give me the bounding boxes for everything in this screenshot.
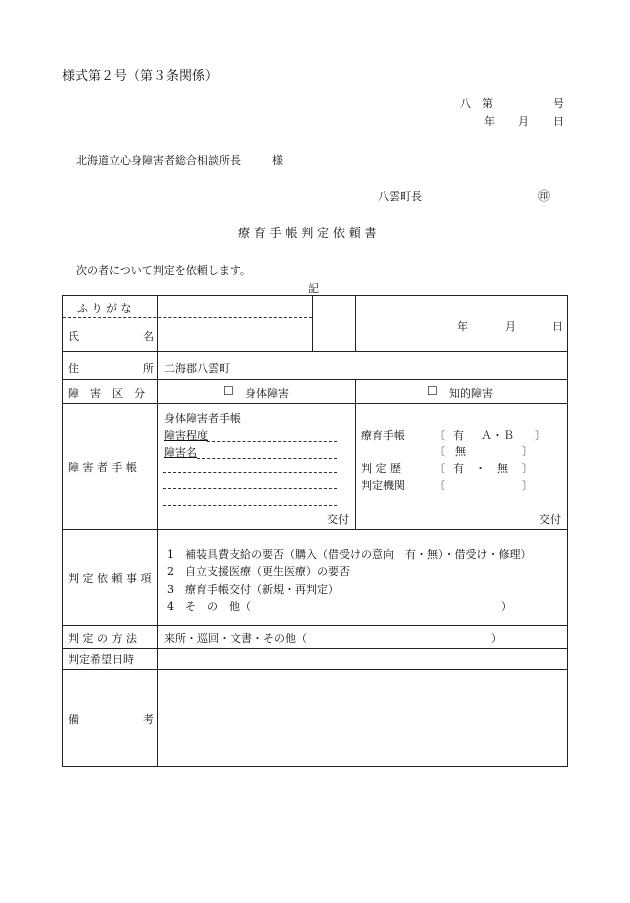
date-month: 月 (518, 115, 529, 128)
seal-mark: ㊞ (538, 189, 551, 203)
reference-number-suffix: 号 (553, 97, 564, 110)
ryoiku-none[interactable]: 無 (455, 445, 466, 458)
intellectual-checkbox[interactable]: ☐ (427, 384, 438, 398)
date-year: 年 (484, 115, 495, 128)
history-choice[interactable]: 有 ・ 無 (453, 462, 508, 475)
ryoiku-grade[interactable]: Ａ・Ｂ (481, 429, 514, 442)
history-label: 判 定 歴 (361, 462, 401, 475)
remarks-label-char1: 備 (68, 713, 79, 726)
request-item-1[interactable]: 1 補装具費支給の要否（購入（借受けの意向 有・無）・借受け・修理） (167, 548, 532, 561)
request-items-label: 判 定 依 頼 事 項 (68, 572, 152, 585)
date-day: 日 (553, 115, 564, 128)
bracket-open-1: 〔 (434, 429, 445, 442)
bracket-close-4: 〕 (522, 479, 533, 492)
name-label-char2: 名 (143, 330, 154, 343)
ryoiku-yes[interactable]: 有 (453, 429, 464, 442)
disability-class-label: 障 害 区 分 (68, 387, 145, 400)
request-other-close: ） (501, 600, 512, 613)
request-form-table (62, 295, 568, 767)
ki-mark: 記 (308, 282, 319, 295)
disability-degree-label: 障害程度 (164, 429, 208, 442)
physical-checkbox[interactable]: ☐ (223, 384, 234, 398)
addressee-honorific: 様 (272, 154, 283, 167)
address-value[interactable]: 二海郡八雲町 (164, 362, 230, 375)
bracket-open-4: 〔 (434, 479, 445, 492)
birth-day: 日 (552, 320, 563, 333)
intro-text: 次の者について判定を依頼します。 (76, 264, 251, 277)
handbook-label: 障 害 者 手 帳 (68, 461, 137, 474)
form-code: 様式第２号（第３条関係） (62, 69, 219, 84)
name-label-char1: 氏 (68, 330, 79, 343)
physical-handbook-heading: 身体障害者手帳 (164, 412, 241, 425)
furigana-field[interactable] (159, 297, 311, 316)
request-item-3[interactable]: 3 療育手帳交付（新規・再判定） (167, 583, 339, 596)
desired-date-field[interactable] (159, 650, 565, 668)
birth-month: 月 (505, 320, 516, 333)
method-value[interactable]: 来所・巡回・文書・その他（ (164, 632, 307, 645)
name-field[interactable] (159, 319, 311, 350)
disability-name-label: 障害名 (164, 446, 197, 459)
reference-number-prefix: 八 第 (460, 97, 493, 110)
bracket-close-1: 〕 (535, 429, 546, 442)
physical-handbook-issued: 交付 (327, 513, 349, 526)
method-close: ） (491, 632, 502, 645)
physical-disability-label: 身体障害 (245, 387, 289, 400)
request-item-4[interactable]: 4 そ の 他（ (167, 600, 251, 613)
furigana-label: ふ り が な (77, 302, 132, 315)
bracket-open-3: 〔 (434, 462, 445, 475)
ryoiku-handbook-label: 療育手帳 (361, 429, 405, 442)
request-item-2[interactable]: 2 自立支援医療（更生医療）の要否 (167, 565, 350, 578)
bracket-open-2: 〔 (434, 445, 445, 458)
agency-label: 判定機関 (361, 479, 405, 492)
remarks-label-char2: 考 (143, 713, 154, 726)
birth-year: 年 (457, 320, 468, 333)
addressee-name: 北海道立心身障害者総合相談所長 (76, 154, 241, 167)
intellectual-disability-label: 知的障害 (449, 387, 493, 400)
sender-name: 八雲町長 (378, 190, 422, 203)
method-label: 判 定 の 方 法 (68, 632, 137, 645)
address-label-char2: 所 (143, 362, 154, 375)
desired-date-label: 判定希望日時 (68, 653, 134, 666)
bracket-close-2: 〕 (522, 445, 533, 458)
document-title: 療 育 手 帳 判 定 依 頼 書 (238, 226, 377, 240)
ryoiku-handbook-issued: 交付 (539, 513, 561, 526)
address-label-char1: 住 (68, 362, 79, 375)
remarks-field[interactable] (159, 671, 565, 766)
bracket-close-3: 〕 (522, 462, 533, 475)
